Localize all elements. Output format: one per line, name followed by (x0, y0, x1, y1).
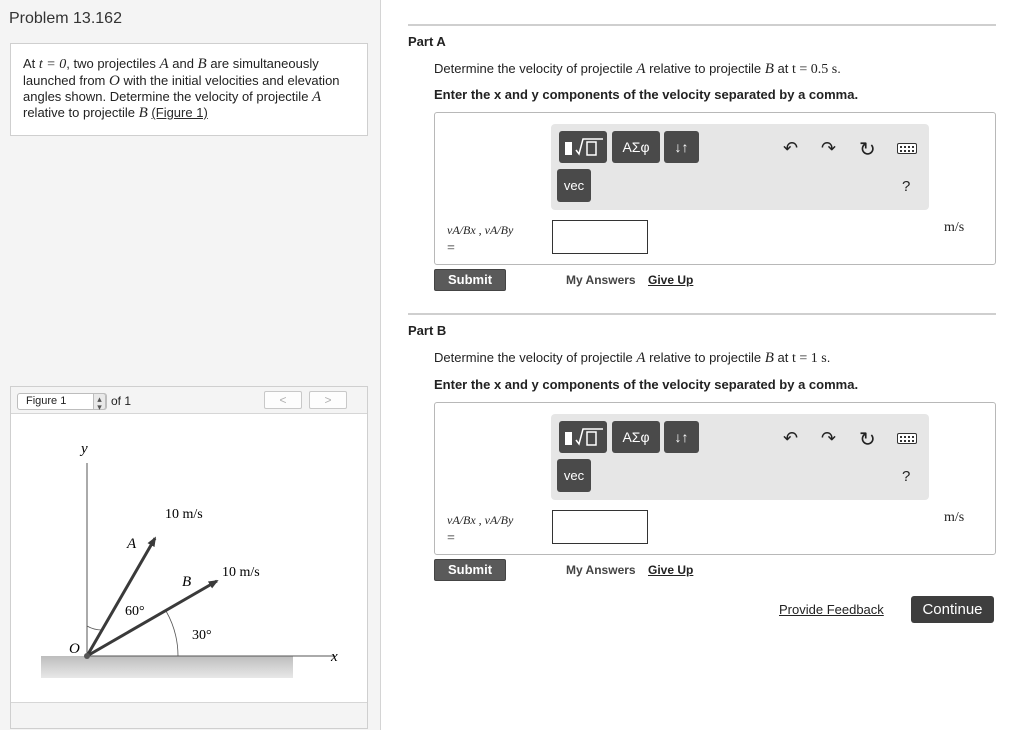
figure-panel (10, 386, 368, 729)
variable-names: vA/Bx , vA/By (447, 223, 514, 237)
question-text: at (773, 350, 792, 365)
projectile-figure (11, 415, 367, 702)
figure-count: of 1 (111, 394, 132, 408)
part-b-instruction: Enter the x and y components of the velocity separated by a comma. (434, 377, 859, 392)
angle-arc-a (87, 626, 102, 630)
figure-select[interactable] (17, 393, 107, 410)
question-text: relative to projectile (645, 61, 765, 76)
math-b: B (764, 350, 774, 366)
undo-icon[interactable]: ↶ (783, 428, 799, 448)
arrows-button[interactable]: ↓↑ (664, 131, 699, 163)
variable-label (447, 511, 513, 548)
question-text: Determine the velocity of projectile (434, 350, 637, 365)
speed-a-label: 10 m/s (165, 507, 203, 522)
math-o: O (109, 73, 120, 89)
statement-text: with the initial velocities and elevation angles shown. Determine the velocity of projectile (23, 73, 340, 104)
fraction-sqrt-icon (559, 131, 607, 163)
part-b-answer-box (434, 402, 996, 555)
reset-icon[interactable]: ↻ (859, 429, 876, 451)
my-answers-link[interactable]: My Answers (566, 563, 636, 577)
part-b-question (434, 350, 830, 367)
give-up-link[interactable]: Give Up (648, 563, 694, 577)
templates-button[interactable] (559, 131, 607, 163)
period: . (826, 350, 831, 365)
origin-point (84, 653, 90, 659)
unit-label: m/s (944, 510, 965, 525)
figure-prev-button[interactable]: < (264, 391, 302, 409)
keyboard-icon[interactable] (897, 143, 917, 154)
statement-text: , two projectiles (66, 56, 160, 71)
math-b: B (138, 105, 148, 121)
figure-select-value: Figure 1 (26, 395, 67, 407)
divider (408, 313, 996, 315)
part-a-title: Part A (408, 34, 446, 49)
math-time: t = 0.5 s (791, 62, 838, 77)
help-icon[interactable]: ? (902, 178, 911, 195)
angle-b-label: 30° (192, 628, 212, 643)
question-text: Determine the velocity of projectile (434, 61, 637, 76)
question-text: relative to projectile (645, 350, 765, 365)
templates-button[interactable] (559, 421, 607, 453)
math-time: t = 1 s (791, 351, 827, 366)
part-a-answer-box (434, 112, 996, 265)
give-up-link[interactable]: Give Up (648, 273, 694, 287)
statement-text: are simultaneously launched from (23, 56, 319, 88)
figure-link[interactable]: (Figure 1) (151, 105, 208, 120)
projectile-b-label: B (182, 574, 192, 590)
figure-footer (11, 702, 367, 728)
equals-sign: = (447, 531, 455, 546)
reset-icon[interactable]: ↻ (859, 139, 876, 161)
math-b: B (197, 56, 207, 72)
statement-text: relative to projectile (23, 105, 139, 120)
y-axis-label: y (81, 441, 88, 457)
x-axis-label: x (331, 649, 338, 665)
figure-next-button[interactable]: > (309, 391, 347, 409)
redo-icon[interactable]: ↷ (821, 428, 837, 448)
math-b: B (764, 61, 774, 77)
question-text: at (773, 61, 792, 76)
divider (408, 24, 996, 26)
ground (41, 656, 293, 678)
greek-button[interactable]: ΑΣφ (612, 131, 660, 163)
equals-sign: = (447, 241, 455, 256)
undo-icon[interactable]: ↶ (783, 138, 799, 158)
velocity-vector-b (87, 581, 217, 656)
angle-arc-b (166, 611, 178, 656)
projectile-a-label: A (127, 536, 137, 552)
part-a-question (434, 61, 841, 78)
select-spinner-icon: ▴ ▾ (93, 393, 106, 410)
part-b-title: Part B (408, 323, 447, 338)
part-a-instruction: Enter the x and y components of the velocity separated by a comma. (434, 87, 859, 102)
keyboard-icon[interactable] (897, 433, 917, 444)
fraction-sqrt-icon (559, 421, 607, 453)
problem-column (0, 0, 381, 730)
arrows-button[interactable]: ↓↑ (664, 421, 699, 453)
provide-feedback-link[interactable]: Provide Feedback (779, 602, 884, 617)
math-a: A (636, 350, 646, 366)
answer-input[interactable] (552, 510, 648, 544)
figure-header (11, 387, 367, 414)
math-t0: t = 0 (38, 57, 67, 72)
velocity-vector-a (87, 538, 155, 656)
angle-a-label: 60° (125, 604, 145, 619)
continue-button[interactable]: Continue (911, 596, 994, 623)
problem-statement (10, 43, 368, 136)
vec-button[interactable]: vec (557, 169, 591, 202)
variable-names: vA/Bx , vA/By (447, 513, 514, 527)
math-a: A (159, 56, 169, 72)
greek-button[interactable]: ΑΣφ (612, 421, 660, 453)
period: . (837, 61, 841, 76)
math-a: A (636, 61, 646, 77)
unit-label: m/s (944, 220, 965, 235)
redo-icon[interactable]: ↷ (821, 138, 837, 158)
statement-text: and (168, 56, 198, 71)
math-toolbar (551, 414, 929, 500)
help-icon[interactable]: ? (902, 468, 911, 485)
math-a: A (312, 89, 322, 105)
speed-b-label: 10 m/s (222, 565, 260, 580)
my-answers-link[interactable]: My Answers (566, 273, 636, 287)
variable-label (447, 221, 513, 258)
problem-title: Problem 13.162 (9, 10, 122, 27)
statement-text: At (23, 56, 39, 71)
answer-input[interactable] (552, 220, 648, 254)
math-toolbar (551, 124, 929, 210)
origin-label: O (69, 641, 80, 657)
submit-button[interactable]: Submit (434, 269, 506, 291)
submit-button[interactable]: Submit (434, 559, 506, 581)
vec-button[interactable]: vec (557, 459, 591, 492)
